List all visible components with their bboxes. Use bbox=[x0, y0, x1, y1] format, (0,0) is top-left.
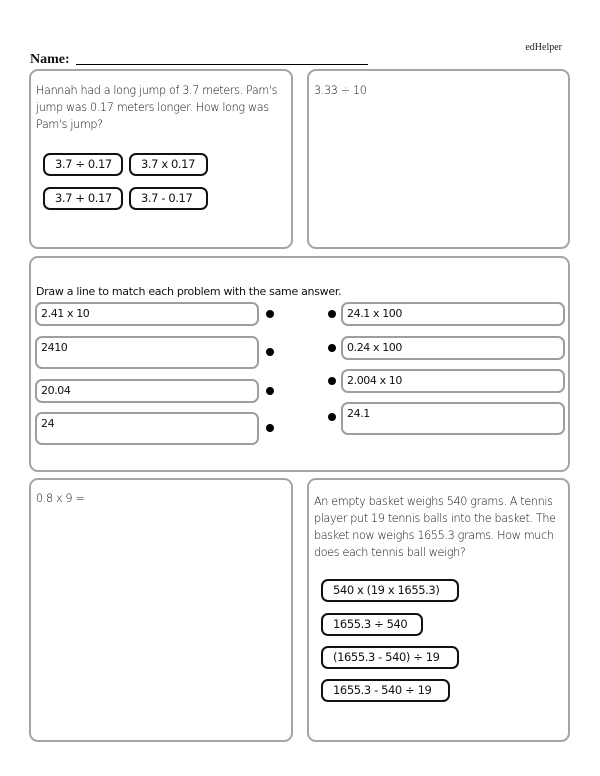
answer-choice[interactable]: 3.7 ÷ 0.17 bbox=[43, 153, 123, 176]
answer-choice[interactable]: 540 x (19 x 1655.3) bbox=[321, 579, 459, 602]
answer-choice[interactable]: 3.7 x 0.17 bbox=[129, 153, 208, 176]
problem-5-panel bbox=[307, 478, 570, 742]
matching-instruction: Draw a line to match each problem with the same answer. bbox=[36, 285, 342, 298]
problem-1-question: Hannah had a long jump of 3.7 meters. Pam's jump was 0.17 meters longer. How long was Pam's jump? bbox=[36, 84, 278, 131]
problem-4-question: 0.8 x 9 = bbox=[36, 492, 85, 505]
answer-choice[interactable]: 1655.3 ÷ 540 bbox=[321, 613, 423, 636]
match-left-item[interactable]: 2.41 x 10 bbox=[35, 302, 259, 326]
name-label: Name: bbox=[30, 52, 70, 67]
problem-2-question: 3.33 ÷ 10 bbox=[314, 84, 367, 97]
match-right-item[interactable]: 2.004 x 10 bbox=[341, 369, 565, 393]
match-left-item[interactable]: 24 bbox=[35, 412, 259, 445]
match-right-dot[interactable] bbox=[328, 413, 336, 421]
match-right-dot[interactable] bbox=[328, 377, 336, 385]
brand-label: edHelper bbox=[525, 42, 562, 53]
answer-choice[interactable]: 3.7 + 0.17 bbox=[43, 187, 123, 210]
name-field[interactable] bbox=[76, 64, 368, 65]
match-right-dot[interactable] bbox=[328, 310, 336, 318]
problem-1-panel bbox=[29, 69, 293, 249]
match-left-item[interactable]: 2410 bbox=[35, 336, 259, 369]
problem-4-panel bbox=[29, 478, 293, 742]
match-right-item[interactable]: 24.1 x 100 bbox=[341, 302, 565, 326]
answer-choice[interactable]: (1655.3 - 540) ÷ 19 bbox=[321, 646, 459, 669]
match-right-dot[interactable] bbox=[328, 344, 336, 352]
match-right-item[interactable]: 24.1 bbox=[341, 402, 565, 435]
match-left-item[interactable]: 20.04 bbox=[35, 379, 259, 403]
answer-choice[interactable]: 3.7 - 0.17 bbox=[129, 187, 208, 210]
problem-3-matching-panel bbox=[29, 256, 570, 472]
match-left-dot[interactable] bbox=[266, 348, 274, 356]
match-left-dot[interactable] bbox=[266, 310, 274, 318]
match-left-dot[interactable] bbox=[266, 387, 274, 395]
match-left-dot[interactable] bbox=[266, 424, 274, 432]
problem-5-question: An empty basket weighs 540 grams. A tennis player put 19 tennis balls into the basket. The basket now weighs 1655.3 grams. How much does each tennis ball weigh? bbox=[314, 495, 556, 559]
answer-choice[interactable]: 1655.3 - 540 ÷ 19 bbox=[321, 679, 450, 702]
match-right-item[interactable]: 0.24 x 100 bbox=[341, 336, 565, 360]
problem-2-panel bbox=[307, 69, 570, 249]
